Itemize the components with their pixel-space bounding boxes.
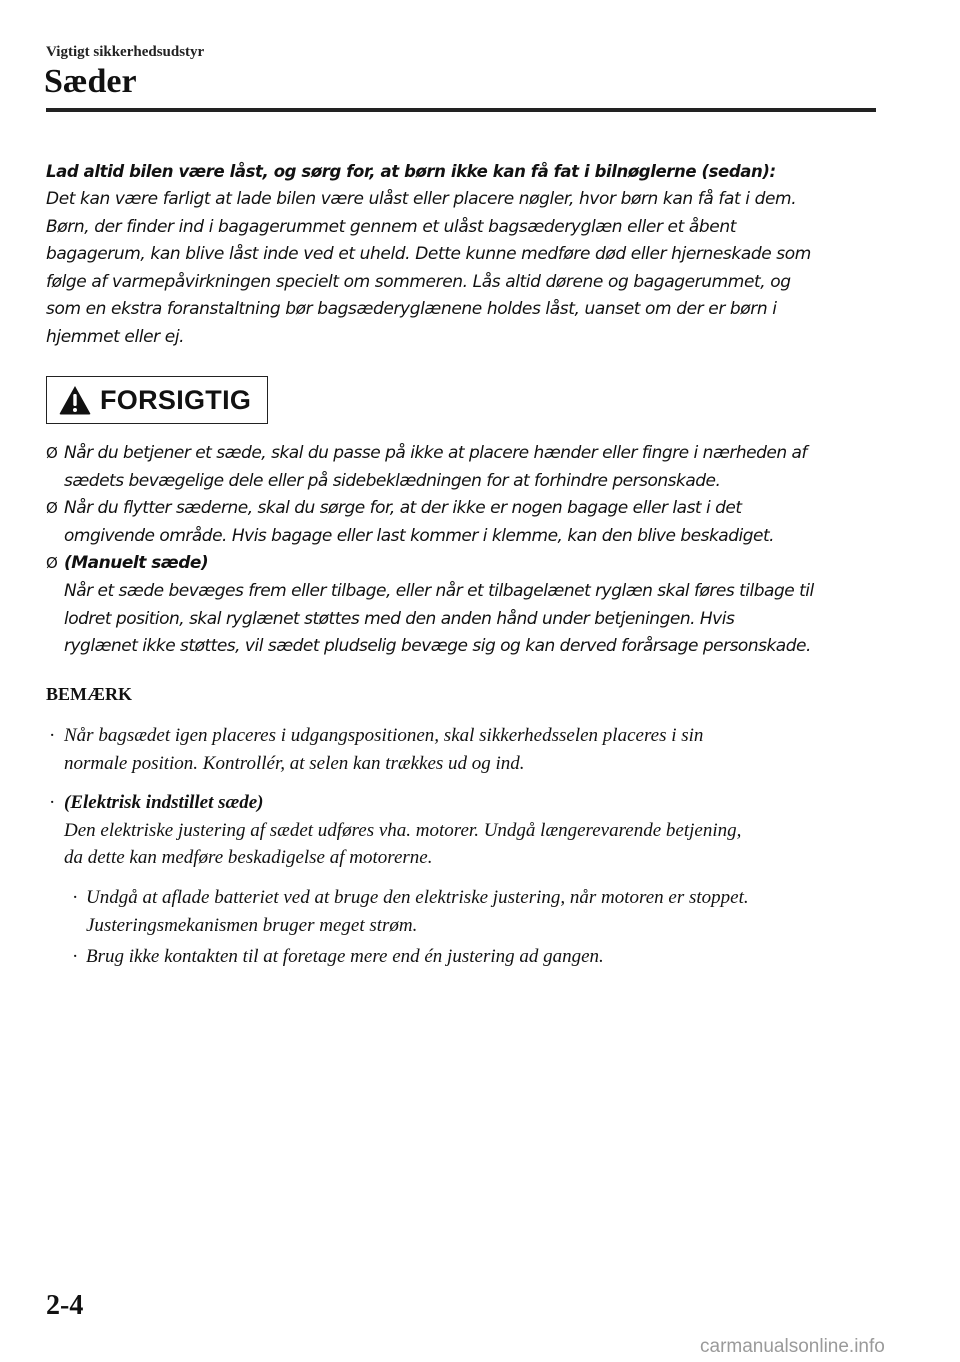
caution-list	[46, 440, 876, 661]
dot-bullet-icon: ·	[72, 946, 79, 968]
warning-line: hjemmet eller ej.	[46, 326, 185, 347]
note-line: Brug ikke kontakten til at foretage mere end én justering ad gangen.	[86, 946, 604, 968]
caution-label: FORSIGTIG	[100, 384, 252, 415]
warning-line: Det kan være farligt at lade bilen være ulåst eller placere nøgler, hvor børn kan få fat i dem.	[46, 189, 797, 209]
caution-line: Når du flytter sæderne, skal du sørge for, at der ikke er nogen bagage eller last i det	[64, 498, 742, 519]
note-list	[46, 722, 876, 971]
title-rule	[46, 108, 876, 112]
warning-body	[46, 186, 876, 352]
arrow-bullet-icon: Ø	[46, 444, 58, 462]
note-label: BEMÆRK	[46, 684, 133, 704]
caution-item	[46, 440, 876, 495]
note-line: da dette kan medføre beskadigelse af motorerne.	[64, 847, 433, 869]
caution-item-title: (Manuelt sæde)	[64, 553, 209, 574]
dot-bullet-icon: ·	[49, 792, 56, 814]
caution-item	[46, 495, 876, 550]
note-subitem	[46, 884, 876, 939]
warning-heading: Lad altid bilen være låst, og sørg for, at børn ikke kan få fat i bilnøglerne (sedan):	[46, 162, 776, 181]
warning-triangle-icon	[58, 384, 92, 416]
caution-line: lodret position, skal ryglænet støttes med den anden hånd under betjeningen. Hvis	[64, 608, 735, 629]
arrow-bullet-icon: Ø	[46, 554, 58, 573]
caution-banner	[46, 376, 268, 424]
note-line: Undgå at aflade batteriet ved at bruge den elektriske justering, når motoren er stoppet.	[86, 886, 749, 908]
caution-line: omgivende område. Hvis bagage eller last kommer i klemme, kan den blive beskadiget.	[64, 525, 775, 546]
warning-line: bagagerum, kan blive låst inde ved et uheld. Dette kunne medføre død eller hjerneskade som	[46, 244, 811, 265]
warning-line: Børn, der finder ind i bagagerummet gennem et ulåst bagsæderyglæn eller et åbent	[46, 216, 736, 237]
dot-bullet-icon: ·	[49, 725, 56, 746]
dot-bullet-icon: ·	[72, 886, 79, 908]
note-line: Justeringsmekanismen bruger meget strøm.	[86, 914, 418, 936]
note-line: Den elektriske justering af sædet udføres vha. motorer. Undgå længerevarende betjening,	[64, 819, 742, 841]
caution-item	[46, 550, 876, 660]
note-subitem	[46, 943, 876, 971]
note-line: normale position. Kontrollér, at selen kan trækkes ud og ind.	[64, 752, 525, 774]
caution-line: Når et sæde bevæges frem eller tilbage, eller når et tilbagelænet ryglæn skal føres tilbage til	[64, 580, 814, 601]
warning-line: som en ekstra foranstaltning bør bagsæderyglænene holdes låst, uanset om der er børn i	[46, 299, 777, 320]
note-item	[46, 722, 876, 777]
page-number: 2-4	[46, 1290, 84, 1321]
caution-line: Når du betjener et sæde, skal du passe på ikke at placere hænder eller fingre i nærheden af	[64, 443, 807, 463]
page-title: Sæder	[44, 63, 137, 100]
note-item	[46, 789, 876, 872]
section-label: Vigtigt sikkerhedsudstyr	[46, 44, 205, 60]
caution-line: ryglænet ikke støttes, vil sædet pludselig bevæge sig og kan derved forårsage personskade.	[64, 636, 811, 657]
caution-line: sædets bevægelige dele eller på sidebeklædningen for at forhindre personskade.	[64, 470, 721, 491]
warning-line: følge af varmepåvirkningen specielt om sommeren. Lås altid dørene og bagagerummet, og	[46, 271, 791, 292]
note-item-title: (Elektrisk indstillet sæde)	[64, 792, 264, 814]
arrow-bullet-icon: Ø	[46, 499, 58, 518]
note-line: Når bagsædet igen placeres i udgangspositionen, skal sikkerhedsselen placeres i sin	[64, 725, 704, 746]
watermark: carmanualsonline.info	[700, 1336, 885, 1357]
